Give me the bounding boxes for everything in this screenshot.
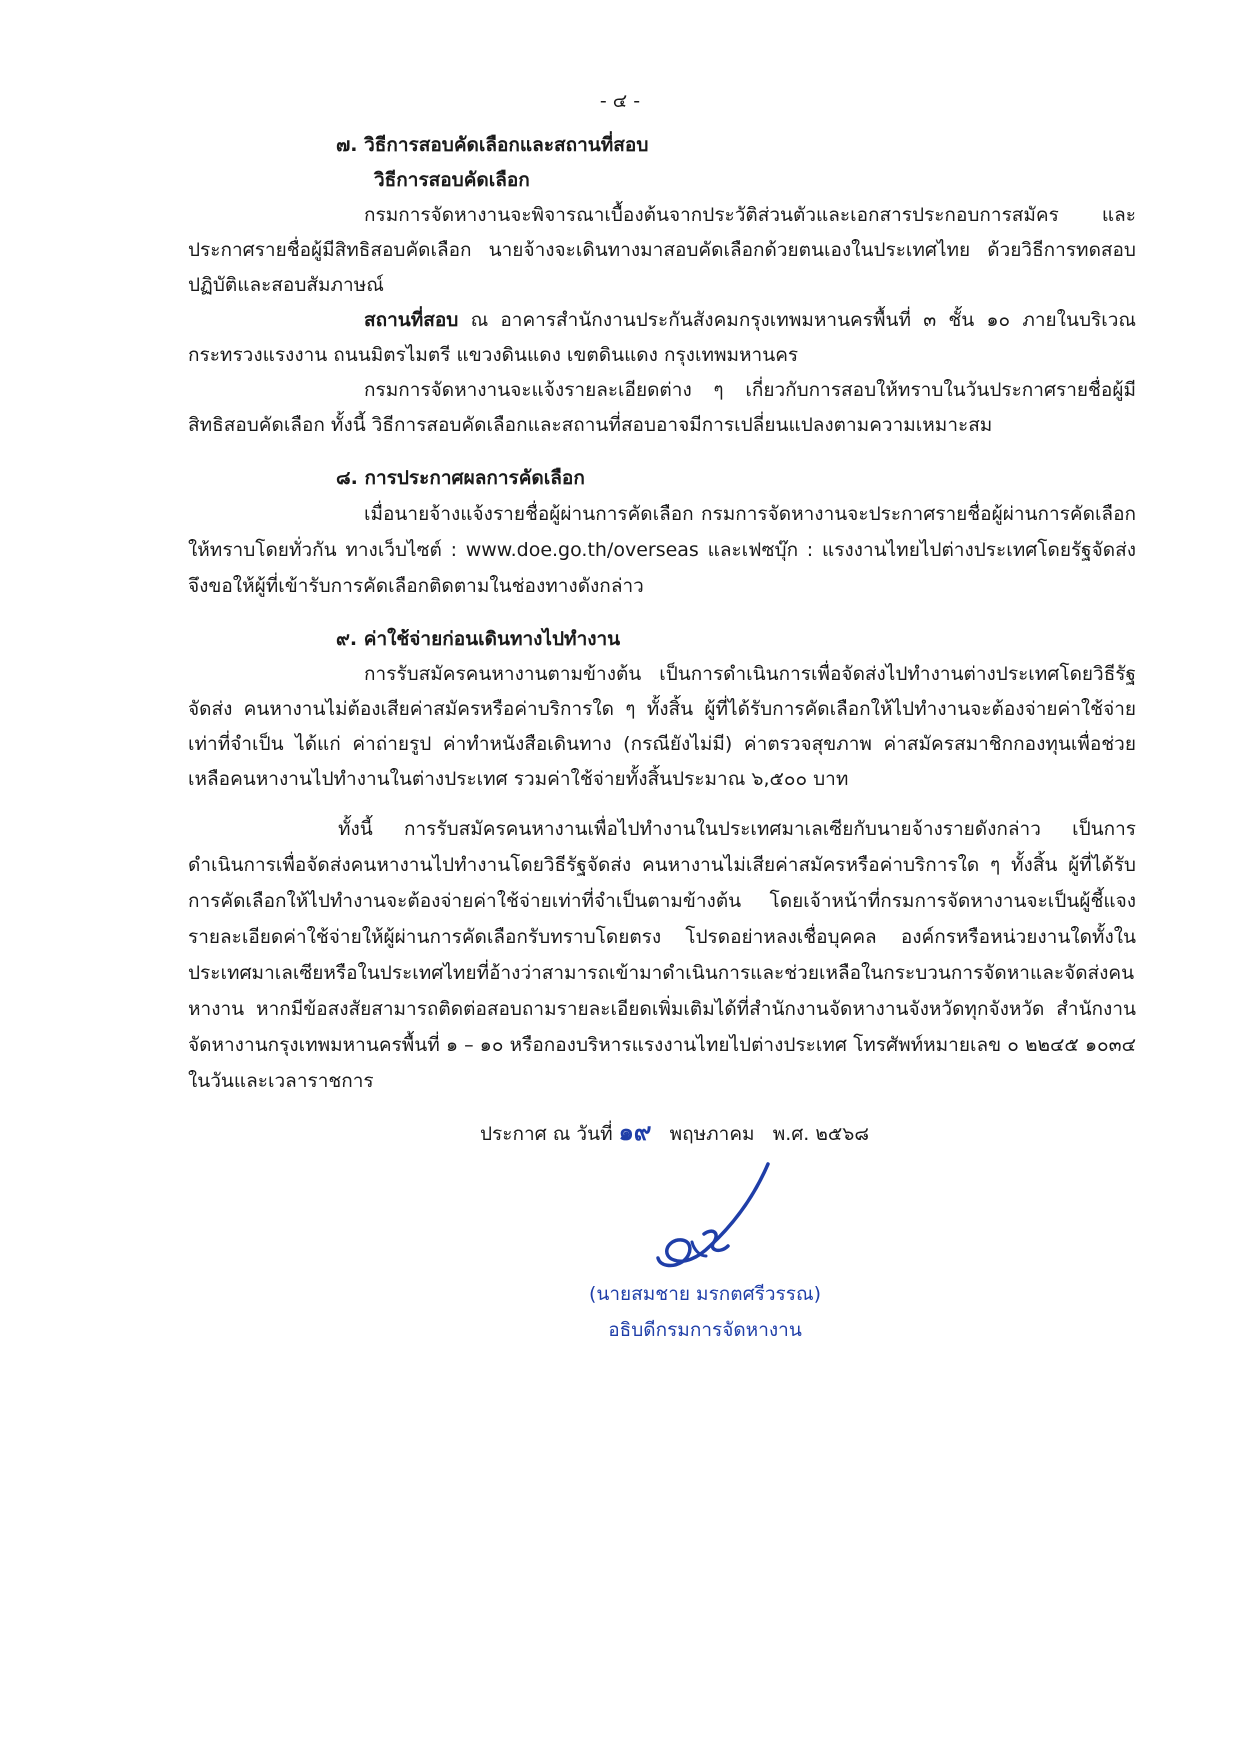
announce-month: พฤษภาคม	[669, 1123, 755, 1145]
section-8-title: ๘. การประกาศผลการคัดเลือก	[336, 467, 585, 489]
exam-method-paragraph: กรมการจัดหางานจะพิจารณาเบื้องต้นจากประวัติส่วนตัวและเอกสารประกอบการสมัคร และประกาศรายชื่อผู้มีสิทธิสอบคัดเลือก นายจ้างจะเดินทางมาสอบคัดเลือกด้วยตนเองในประเทศไทย ด้วยวิธีการทดสอบปฏิบัติและสอบสัมภาษณ์	[188, 204, 1136, 296]
handwritten-signature	[648, 1162, 788, 1282]
section-7-title: ๗. วิธีการสอบคัดเลือกและสถานที่สอบ	[336, 134, 649, 156]
announce-day: ๑๙	[618, 1118, 652, 1146]
section-9-title: ๙. ค่าใช้จ่ายก่อนเดินทางไปทำงาน	[336, 628, 621, 650]
announce-year: พ.ศ. ๒๕๖๘	[772, 1123, 870, 1145]
expenses-paragraph: การรับสมัครคนหางานตามข้างต้น เป็นการดำเนินการเพื่อจัดส่งไปทำงานต่างประเทศโดยวิธีรัฐจัดส่ง คนหางานไม่ต้องเสียค่าสมัครหรือค่าบริการใด ๆ ทั้งสิ้น ผู้ที่ได้รับการคัดเลือกให้ไปทำงานจะต้องจ่ายค่าใช้จ่ายเท่าที่จำเป็น ได้แก่ ค่าถ่ายรูป ค่าทำหนังสือเดินทาง (กรณียังไม่มี) ค่าตรวจสุขภาพ ค่าสมัครสมาชิกกองทุนเพื่อช่วยเหลือคนหางานไปทำงานในต่างประเทศ รวมค่าใช้จ่ายทั้งสิ้นประมาณ ๖,๕๐๐ บาท	[188, 663, 1136, 790]
exam-venue-paragraph	[188, 303, 1136, 373]
exam-venue-label: สถานที่สอบ	[364, 309, 459, 331]
closing-paragraph: ทั้งนี้ การรับสมัครคนหางานเพื่อไปทำงานในประเทศมาเลเซียกับนายจ้างรายดังกล่าว เป็นการดำเนินการเพื่อจัดส่งคนหางานไปทำงานโดยวิธีรัฐจัดส่ง คนหางานไม่เสียค่าสมัครหรือค่าบริการใด ๆ ทั้งสิ้น ผู้ที่ได้รับการคัดเลือกให้ไปทำงานจะต้องจ่ายค่าใช้จ่ายเท่าที่จำเป็นตามข้างต้น โดยเจ้าหน้าที่กรมการจัดหางานจะเป็นผู้ชี้แจงรายละเอียดค่าใช้จ่ายให้ผู้ผ่านการคัดเลือกรับทราบโดยตรง โปรดอย่าหลงเชื่อบุคคล องค์กรหรือหน่วยงานใดทั้งในประเทศมาเลเซียหรือในประเทศไทยที่อ้างว่าสามารถเข้ามาดำเนินการและช่วยเหลือในกระบวนการจัดหาและจัดส่งคนหางาน หากมีข้อสงสัยสามารถติดต่อสอบถามรายละเอียดเพิ่มเติมได้ที่สำนักงานจัดหางานจังหวัดทุกจังหวัด สำนักงานจัดหางานกรุงเทพมหานครพื้นที่ ๑ – ๑๐ หรือกองบริหารแรงงานไทยไปต่างประเทศ โทรศัพท์หมายเลข ๐ ๒๒๔๕ ๑๐๓๔ ในวันและเวลาราชการ	[188, 818, 1136, 1092]
exam-method-heading: วิธีการสอบคัดเลือก	[374, 169, 530, 191]
result-announcement-paragraph: เมื่อนายจ้างแจ้งรายชื่อผู้ผ่านการคัดเลือก กรมการจัดหางานจะประกาศรายชื่อผู้ผ่านการคัดเลือกให้ทราบโดยทั่วกัน ทางเว็บไซต์ : www.doe.go.th/overseas และเฟซบุ๊ก : แรงงานไทยไปต่างประเทศโดยรัฐจัดส่ง จึงขอให้ผู้ที่เข้ารับการคัดเลือกติดตามในช่องทางดังกล่าว	[188, 503, 1136, 597]
document-body	[188, 128, 1136, 1099]
spacer	[188, 604, 1136, 622]
signer-name: (นายสมชาย มรกตศรีวรรณ)	[588, 1283, 822, 1305]
signer-block	[0, 1276, 1240, 1348]
exam-venue-text: ณ อาคารสำนักงานประกันสังคมกรุงเทพมหานครพื้นที่ ๓ ชั้น ๑๐ ภายในบริเวณกระทรวงแรงงาน ถนนมิตรไมตรี แขวงดินแดง เขตดินแดง กรุงเทพมหานคร	[188, 309, 1136, 366]
announcement-date-line	[480, 1112, 869, 1151]
exam-notice-paragraph: กรมการจัดหางานจะแจ้งรายละเอียดต่าง ๆ เกี่ยวกับการสอบให้ทราบในวันประกาศรายชื่อผู้มีสิทธิสอบคัดเลือก ทั้งนี้ วิธีการสอบคัดเลือกและสถานที่สอบอาจมีการเปลี่ยนแปลงตามความเหมาะสม	[188, 379, 1136, 436]
announce-prefix: ประกาศ ณ วันที่	[480, 1123, 613, 1145]
page-number: - ๔ -	[599, 90, 641, 112]
spacer	[188, 443, 1136, 461]
signer-position: อธิบดีกรมการจัดหางาน	[608, 1319, 802, 1341]
